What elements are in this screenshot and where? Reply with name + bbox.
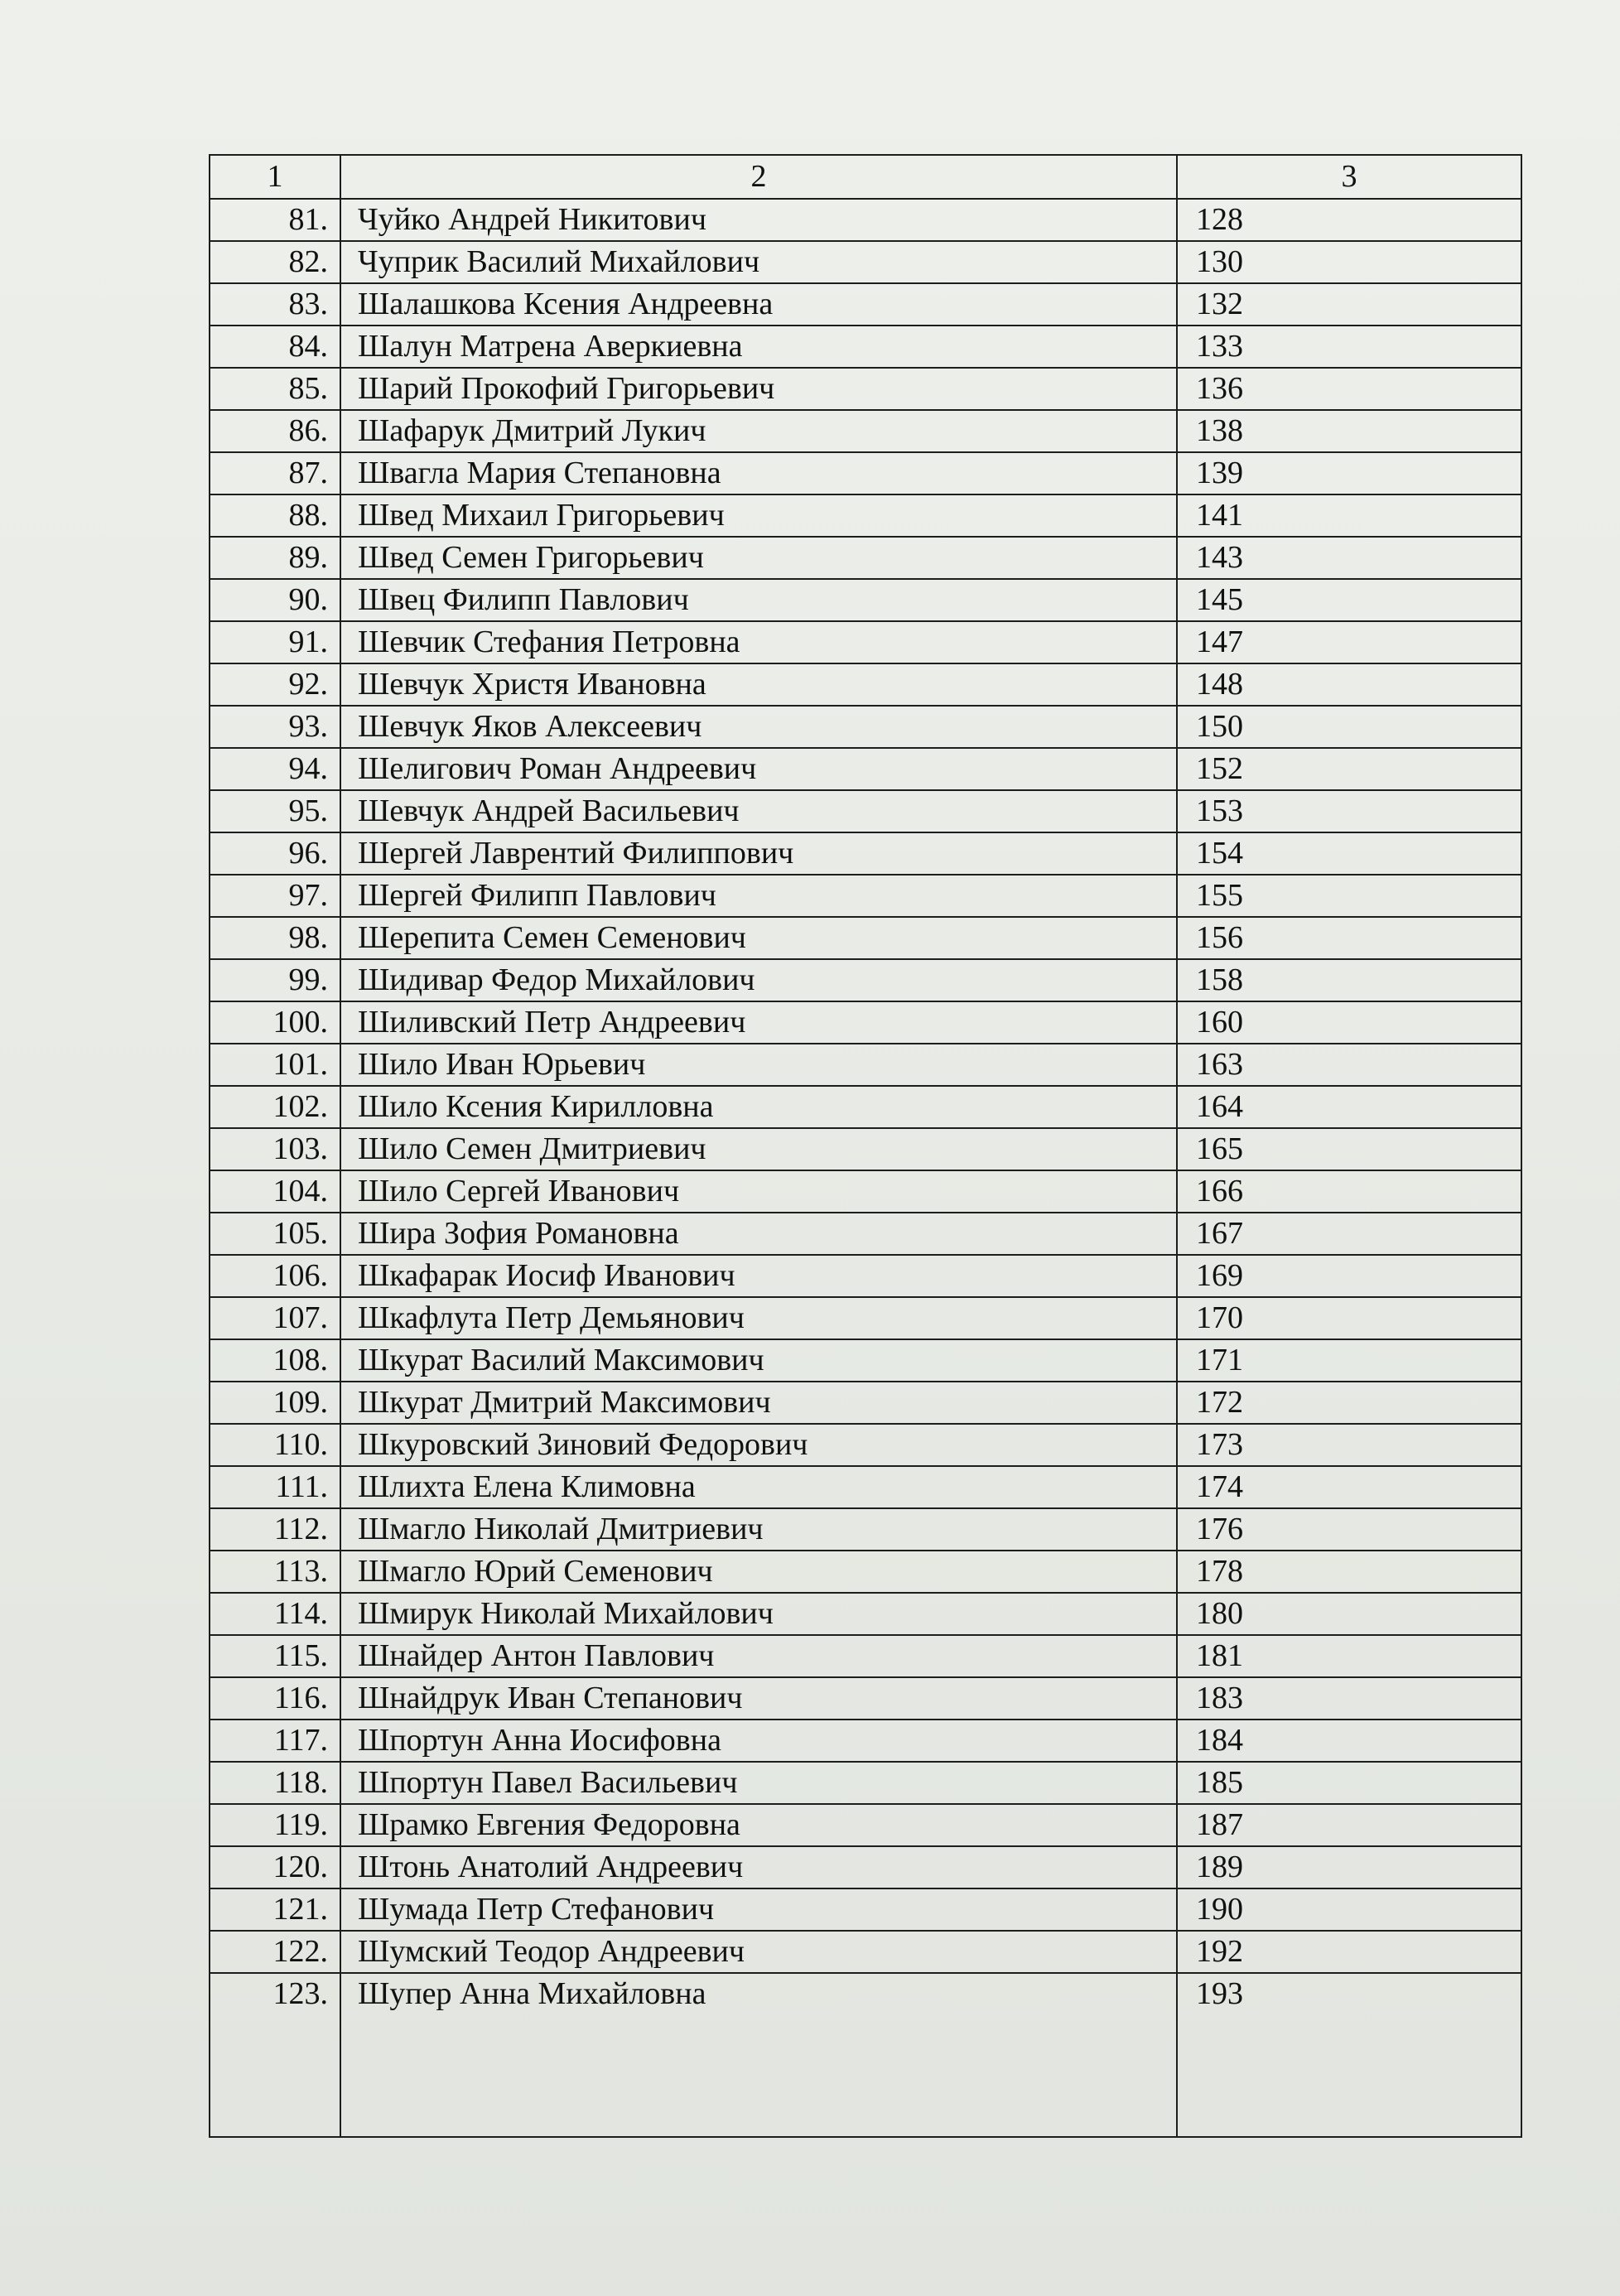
- row-name: Швагла Мария Степановна: [340, 452, 1177, 494]
- table-row: [210, 1170, 1521, 1213]
- row-name: Шерепита Семен Семенович: [340, 917, 1177, 959]
- row-number: 94.: [210, 748, 340, 790]
- row-page: 141: [1177, 494, 1521, 537]
- row-page: 160: [1177, 1001, 1521, 1044]
- row-page: 187: [1177, 1804, 1521, 1846]
- table-row: [210, 452, 1521, 494]
- row-number: 118.: [210, 1762, 340, 1804]
- row-number: 106.: [210, 1255, 340, 1297]
- row-name: Шмагло Юрий Семенович: [340, 1551, 1177, 1593]
- row-page: 153: [1177, 790, 1521, 832]
- row-number: 85.: [210, 368, 340, 410]
- row-name: Чуприк Василий Михайлович: [340, 241, 1177, 283]
- row-page: 185: [1177, 1762, 1521, 1804]
- table-row: [210, 368, 1521, 410]
- row-number: 115.: [210, 1635, 340, 1677]
- name-index-table: [209, 154, 1522, 2138]
- table-row: [210, 410, 1521, 452]
- row-number: 119.: [210, 1804, 340, 1846]
- table-row: [210, 1128, 1521, 1170]
- row-name: Чуйко Андрей Никитович: [340, 199, 1177, 241]
- table-row: [210, 326, 1521, 368]
- table-row: [210, 1001, 1521, 1044]
- row-name: Шумада Петр Стефанович: [340, 1888, 1177, 1931]
- row-page: 145: [1177, 579, 1521, 621]
- table-row: [210, 1677, 1521, 1720]
- row-page: 155: [1177, 875, 1521, 917]
- row-page: 156: [1177, 917, 1521, 959]
- row-name: Шалун Матрена Аверкиевна: [340, 326, 1177, 368]
- table-row: [210, 1762, 1521, 1804]
- row-number: 117.: [210, 1720, 340, 1762]
- row-number: 112.: [210, 1508, 340, 1551]
- table-row: [210, 1297, 1521, 1339]
- row-number: 87.: [210, 452, 340, 494]
- row-number: 101.: [210, 1044, 340, 1086]
- table-row: [210, 494, 1521, 537]
- table-row: [210, 663, 1521, 706]
- table-row: [210, 790, 1521, 832]
- table-row: [210, 1339, 1521, 1382]
- table-row: [210, 199, 1521, 241]
- row-name: Шкурат Дмитрий Максимович: [340, 1382, 1177, 1424]
- row-name: Шевчик Стефания Петровна: [340, 621, 1177, 663]
- row-number: 107.: [210, 1297, 340, 1339]
- row-page: 176: [1177, 1508, 1521, 1551]
- row-page: 181: [1177, 1635, 1521, 1677]
- row-name: Швец Филипп Павлович: [340, 579, 1177, 621]
- row-number: 100.: [210, 1001, 340, 1044]
- row-number: 91.: [210, 621, 340, 663]
- table-row: [210, 621, 1521, 663]
- row-page: 163: [1177, 1044, 1521, 1086]
- row-name: Шило Семен Дмитриевич: [340, 1128, 1177, 1170]
- row-name: Швед Семен Григорьевич: [340, 537, 1177, 579]
- row-page: 190: [1177, 1888, 1521, 1931]
- table-row: [210, 832, 1521, 875]
- row-number: 108.: [210, 1339, 340, 1382]
- row-number: 86.: [210, 410, 340, 452]
- row-number: 90.: [210, 579, 340, 621]
- row-page: 148: [1177, 663, 1521, 706]
- row-page: 143: [1177, 537, 1521, 579]
- table-body: [210, 155, 1521, 2137]
- table-row: [210, 283, 1521, 326]
- row-name: Шкафарак Иосиф Иванович: [340, 1255, 1177, 1297]
- row-number: 110.: [210, 1424, 340, 1466]
- row-page: 154: [1177, 832, 1521, 875]
- row-page: 164: [1177, 1086, 1521, 1128]
- row-page: 170: [1177, 1297, 1521, 1339]
- row-number: 97.: [210, 875, 340, 917]
- row-name: Шупер Анна Михайловна: [340, 1973, 1177, 2137]
- row-page: 169: [1177, 1255, 1521, 1297]
- row-page: 193: [1177, 1973, 1521, 2137]
- row-name: Шнайдер Антон Павлович: [340, 1635, 1177, 1677]
- table-row: [210, 241, 1521, 283]
- row-page: 152: [1177, 748, 1521, 790]
- row-page: 150: [1177, 706, 1521, 748]
- table-row: [210, 1804, 1521, 1846]
- header-col-3: 3: [1177, 155, 1521, 199]
- row-name: Шкуровский Зиновий Федорович: [340, 1424, 1177, 1466]
- table-row: [210, 1593, 1521, 1635]
- row-page: 147: [1177, 621, 1521, 663]
- row-page: 173: [1177, 1424, 1521, 1466]
- row-name: Шевчук Андрей Васильевич: [340, 790, 1177, 832]
- table-row: [210, 1931, 1521, 1973]
- row-name: Шкафлута Петр Демьянович: [340, 1297, 1177, 1339]
- row-name: Шило Сергей Иванович: [340, 1170, 1177, 1213]
- row-page: 138: [1177, 410, 1521, 452]
- row-page: 136: [1177, 368, 1521, 410]
- row-page: 183: [1177, 1677, 1521, 1720]
- row-page: 178: [1177, 1551, 1521, 1593]
- row-name: Шевчук Христя Ивановна: [340, 663, 1177, 706]
- row-number: 89.: [210, 537, 340, 579]
- row-name: Шафарук Дмитрий Лукич: [340, 410, 1177, 452]
- row-number: 88.: [210, 494, 340, 537]
- row-number: 105.: [210, 1213, 340, 1255]
- row-number: 83.: [210, 283, 340, 326]
- row-name: Шергей Лаврентий Филиппович: [340, 832, 1177, 875]
- table-row: [210, 917, 1521, 959]
- row-page: 180: [1177, 1593, 1521, 1635]
- table-row: [210, 1508, 1521, 1551]
- table-row: [210, 1888, 1521, 1931]
- table-header-row: [210, 155, 1521, 199]
- row-number: 96.: [210, 832, 340, 875]
- table-row: [210, 1424, 1521, 1466]
- row-number: 99.: [210, 959, 340, 1001]
- table-row: [210, 875, 1521, 917]
- row-number: 109.: [210, 1382, 340, 1424]
- table-row: [210, 1213, 1521, 1255]
- table-row: [210, 537, 1521, 579]
- table-row: [210, 1382, 1521, 1424]
- row-name: Шарий Прокофий Григорьевич: [340, 368, 1177, 410]
- table-row: [210, 706, 1521, 748]
- row-page: 167: [1177, 1213, 1521, 1255]
- table-row: [210, 1635, 1521, 1677]
- row-name: Шалашкова Ксения Андреевна: [340, 283, 1177, 326]
- row-name: Шевчук Яков Алексеевич: [340, 706, 1177, 748]
- row-number: 104.: [210, 1170, 340, 1213]
- row-name: Шкурат Василий Максимович: [340, 1339, 1177, 1382]
- row-name: Шмагло Николай Дмитриевич: [340, 1508, 1177, 1551]
- row-name: Шмирук Николай Михайлович: [340, 1593, 1177, 1635]
- row-name: Шпортун Анна Иосифовна: [340, 1720, 1177, 1762]
- row-name: Шнайдрук Иван Степанович: [340, 1677, 1177, 1720]
- table-row: [210, 1086, 1521, 1128]
- row-name: Шлихта Елена Климовна: [340, 1466, 1177, 1508]
- row-page: 192: [1177, 1931, 1521, 1973]
- row-page: 174: [1177, 1466, 1521, 1508]
- row-name: Шира Зофия Романовна: [340, 1213, 1177, 1255]
- header-col-2: 2: [340, 155, 1177, 199]
- row-name: Шпортун Павел Васильевич: [340, 1762, 1177, 1804]
- row-page: 132: [1177, 283, 1521, 326]
- table-row: [210, 1044, 1521, 1086]
- table-row: [210, 1255, 1521, 1297]
- table-row: [210, 1973, 1521, 2137]
- row-name: Шило Иван Юрьевич: [340, 1044, 1177, 1086]
- table-row: [210, 748, 1521, 790]
- table-row: [210, 1720, 1521, 1762]
- row-number: 92.: [210, 663, 340, 706]
- row-number: 123.: [210, 1973, 340, 2137]
- row-number: 113.: [210, 1551, 340, 1593]
- row-number: 114.: [210, 1593, 340, 1635]
- row-name: Швед Михаил Григорьевич: [340, 494, 1177, 537]
- table-row: [210, 1846, 1521, 1888]
- row-name: Шило Ксения Кирилловна: [340, 1086, 1177, 1128]
- row-name: Шелигович Роман Андреевич: [340, 748, 1177, 790]
- row-number: 102.: [210, 1086, 340, 1128]
- row-number: 84.: [210, 326, 340, 368]
- header-col-1: 1: [210, 155, 340, 199]
- row-page: 130: [1177, 241, 1521, 283]
- row-number: 122.: [210, 1931, 340, 1973]
- table-row: [210, 959, 1521, 1001]
- row-page: 171: [1177, 1339, 1521, 1382]
- row-page: 165: [1177, 1128, 1521, 1170]
- row-name: Шидивар Федор Михайлович: [340, 959, 1177, 1001]
- row-page: 133: [1177, 326, 1521, 368]
- row-name: Шрамко Евгения Федоровна: [340, 1804, 1177, 1846]
- row-number: 93.: [210, 706, 340, 748]
- row-page: 166: [1177, 1170, 1521, 1213]
- row-number: 81.: [210, 199, 340, 241]
- row-number: 103.: [210, 1128, 340, 1170]
- row-number: 95.: [210, 790, 340, 832]
- row-page: 128: [1177, 199, 1521, 241]
- row-page: 139: [1177, 452, 1521, 494]
- row-page: 172: [1177, 1382, 1521, 1424]
- table-row: [210, 1551, 1521, 1593]
- row-number: 120.: [210, 1846, 340, 1888]
- row-name: Шумский Теодор Андреевич: [340, 1931, 1177, 1973]
- row-page: 158: [1177, 959, 1521, 1001]
- row-number: 98.: [210, 917, 340, 959]
- row-number: 82.: [210, 241, 340, 283]
- row-name: Штонь Анатолий Андреевич: [340, 1846, 1177, 1888]
- row-name: Шиливский Петр Андреевич: [340, 1001, 1177, 1044]
- table-row: [210, 1466, 1521, 1508]
- row-page: 189: [1177, 1846, 1521, 1888]
- table-row: [210, 579, 1521, 621]
- row-number: 111.: [210, 1466, 340, 1508]
- row-number: 121.: [210, 1888, 340, 1931]
- row-number: 116.: [210, 1677, 340, 1720]
- row-page: 184: [1177, 1720, 1521, 1762]
- row-name: Шергей Филипп Павлович: [340, 875, 1177, 917]
